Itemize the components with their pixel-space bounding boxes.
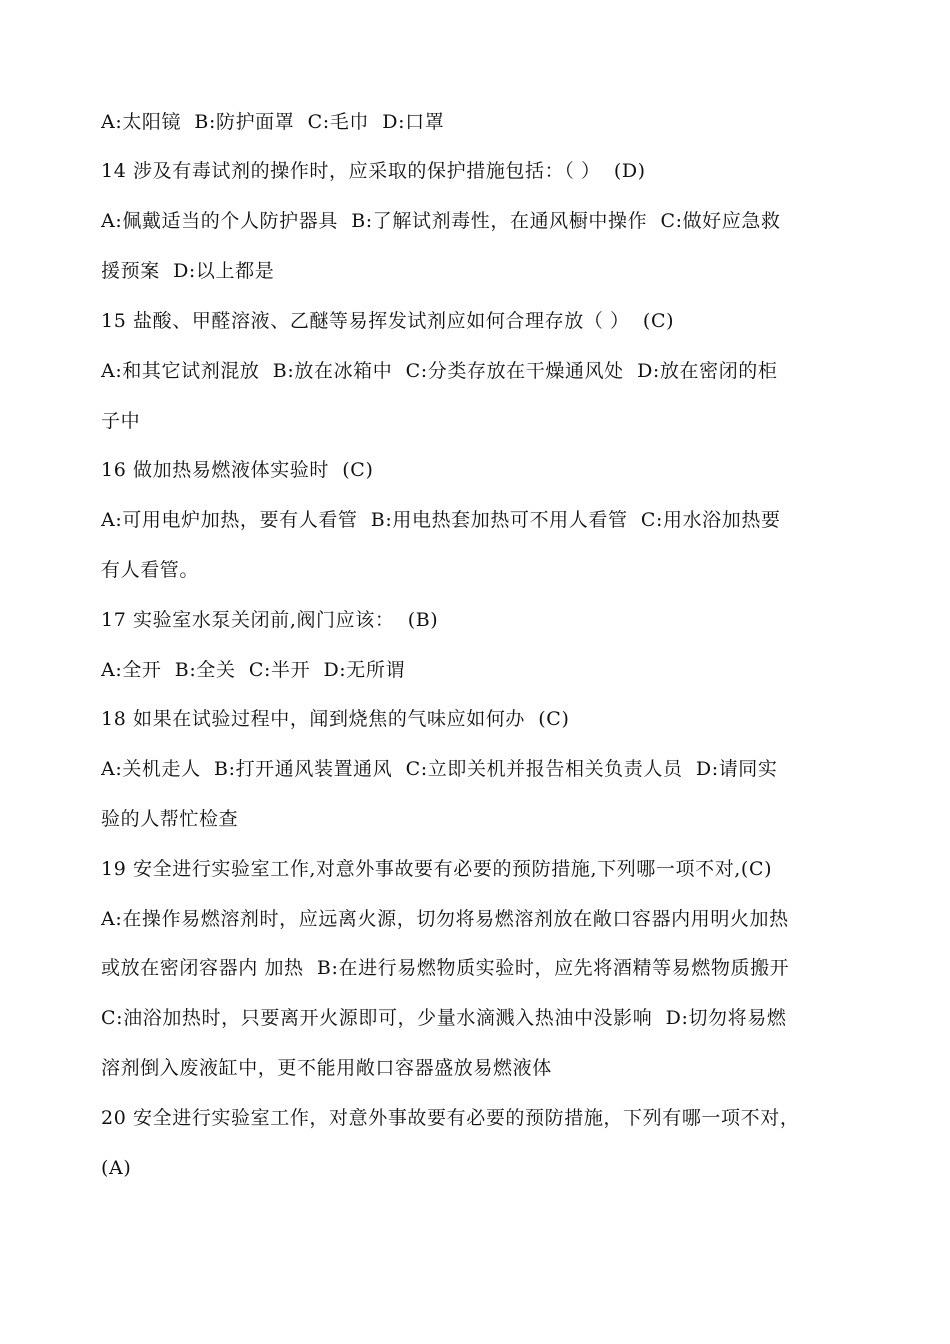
text-line-question-20: 20 安全进行实验室工作，对意外事故要有必要的预防措施，下列有哪一项不对， xyxy=(101,1107,800,1129)
text-line-question-18: 18 如果在试验过程中，闻到烧焦的气味应如何办 (C) xyxy=(101,708,570,730)
text-line-options-q16-cont: 有人看管。 xyxy=(101,559,200,581)
text-line-options-q15: A:和其它试剂混放 B:放在冰箱中 C:分类存放在干燥通风处 D:放在密闭的柜 xyxy=(101,360,778,382)
text-line-options-q15-cont: 子中 xyxy=(101,410,141,432)
text-line-options-q14: A:佩戴适当的个人防护器具 B:了解试剂毒性，在通风橱中操作 C:做好应急救 xyxy=(101,210,781,232)
text-line-options-q13: A:太阳镜 B:防护面罩 C:毛巾 D:口罩 xyxy=(101,111,445,133)
text-line-options-q19-a: A:在操作易燃溶剂时，应远离火源，切勿将易燃溶剂放在敞口容器内用明火加热 xyxy=(101,908,789,930)
text-line-options-q14-cont: 援预案 D:以上都是 xyxy=(101,260,275,282)
text-line-options-q16: A:可用电炉加热，要有人看管 B:用电热套加热可不用人看管 C:用水浴加热要 xyxy=(101,509,781,531)
text-line-question-16: 16 做加热易燃液体实验时 (C) xyxy=(101,459,374,481)
text-line-options-q17: A:全开 B:全关 C:半开 D:无所谓 xyxy=(101,659,406,681)
text-line-question-14: 14 涉及有毒试剂的操作时，应采取的保护措施包括：（ ） (D) xyxy=(101,160,646,182)
text-line-answer-q20: (A) xyxy=(101,1157,132,1179)
text-line-options-q18-cont: 验的人帮忙检查 xyxy=(101,808,239,830)
text-line-question-19: 19 安全进行实验室工作,对意外事故要有必要的预防措施,下列哪一项不对,(C) xyxy=(101,858,773,880)
text-line-options-q19-b: 或放在密闭容器内 加热 B:在进行易燃物质实验时，应先将酒精等易燃物质搬开 xyxy=(101,957,790,979)
text-line-question-15: 15 盐酸、甲醛溶液、乙醚等易挥发试剂应如何合理存放（ ） (C) xyxy=(101,310,675,332)
text-line-options-q19-c: C:油浴加热时，只要离开火源即可，少量水滴溅入热油中没影响 D:切勿将易燃 xyxy=(101,1007,787,1029)
text-line-options-q18: A:关机走人 B:打开通风装置通风 C:立即关机并报告相关负责人员 D:请同实 xyxy=(101,758,778,780)
text-line-options-q19-d: 溶剂倒入废液缸中，更不能用敞口容器盛放易燃液体 xyxy=(101,1057,552,1079)
text-line-question-17: 17 实验室水泵关闭前,阀门应该： (B) xyxy=(101,609,439,631)
